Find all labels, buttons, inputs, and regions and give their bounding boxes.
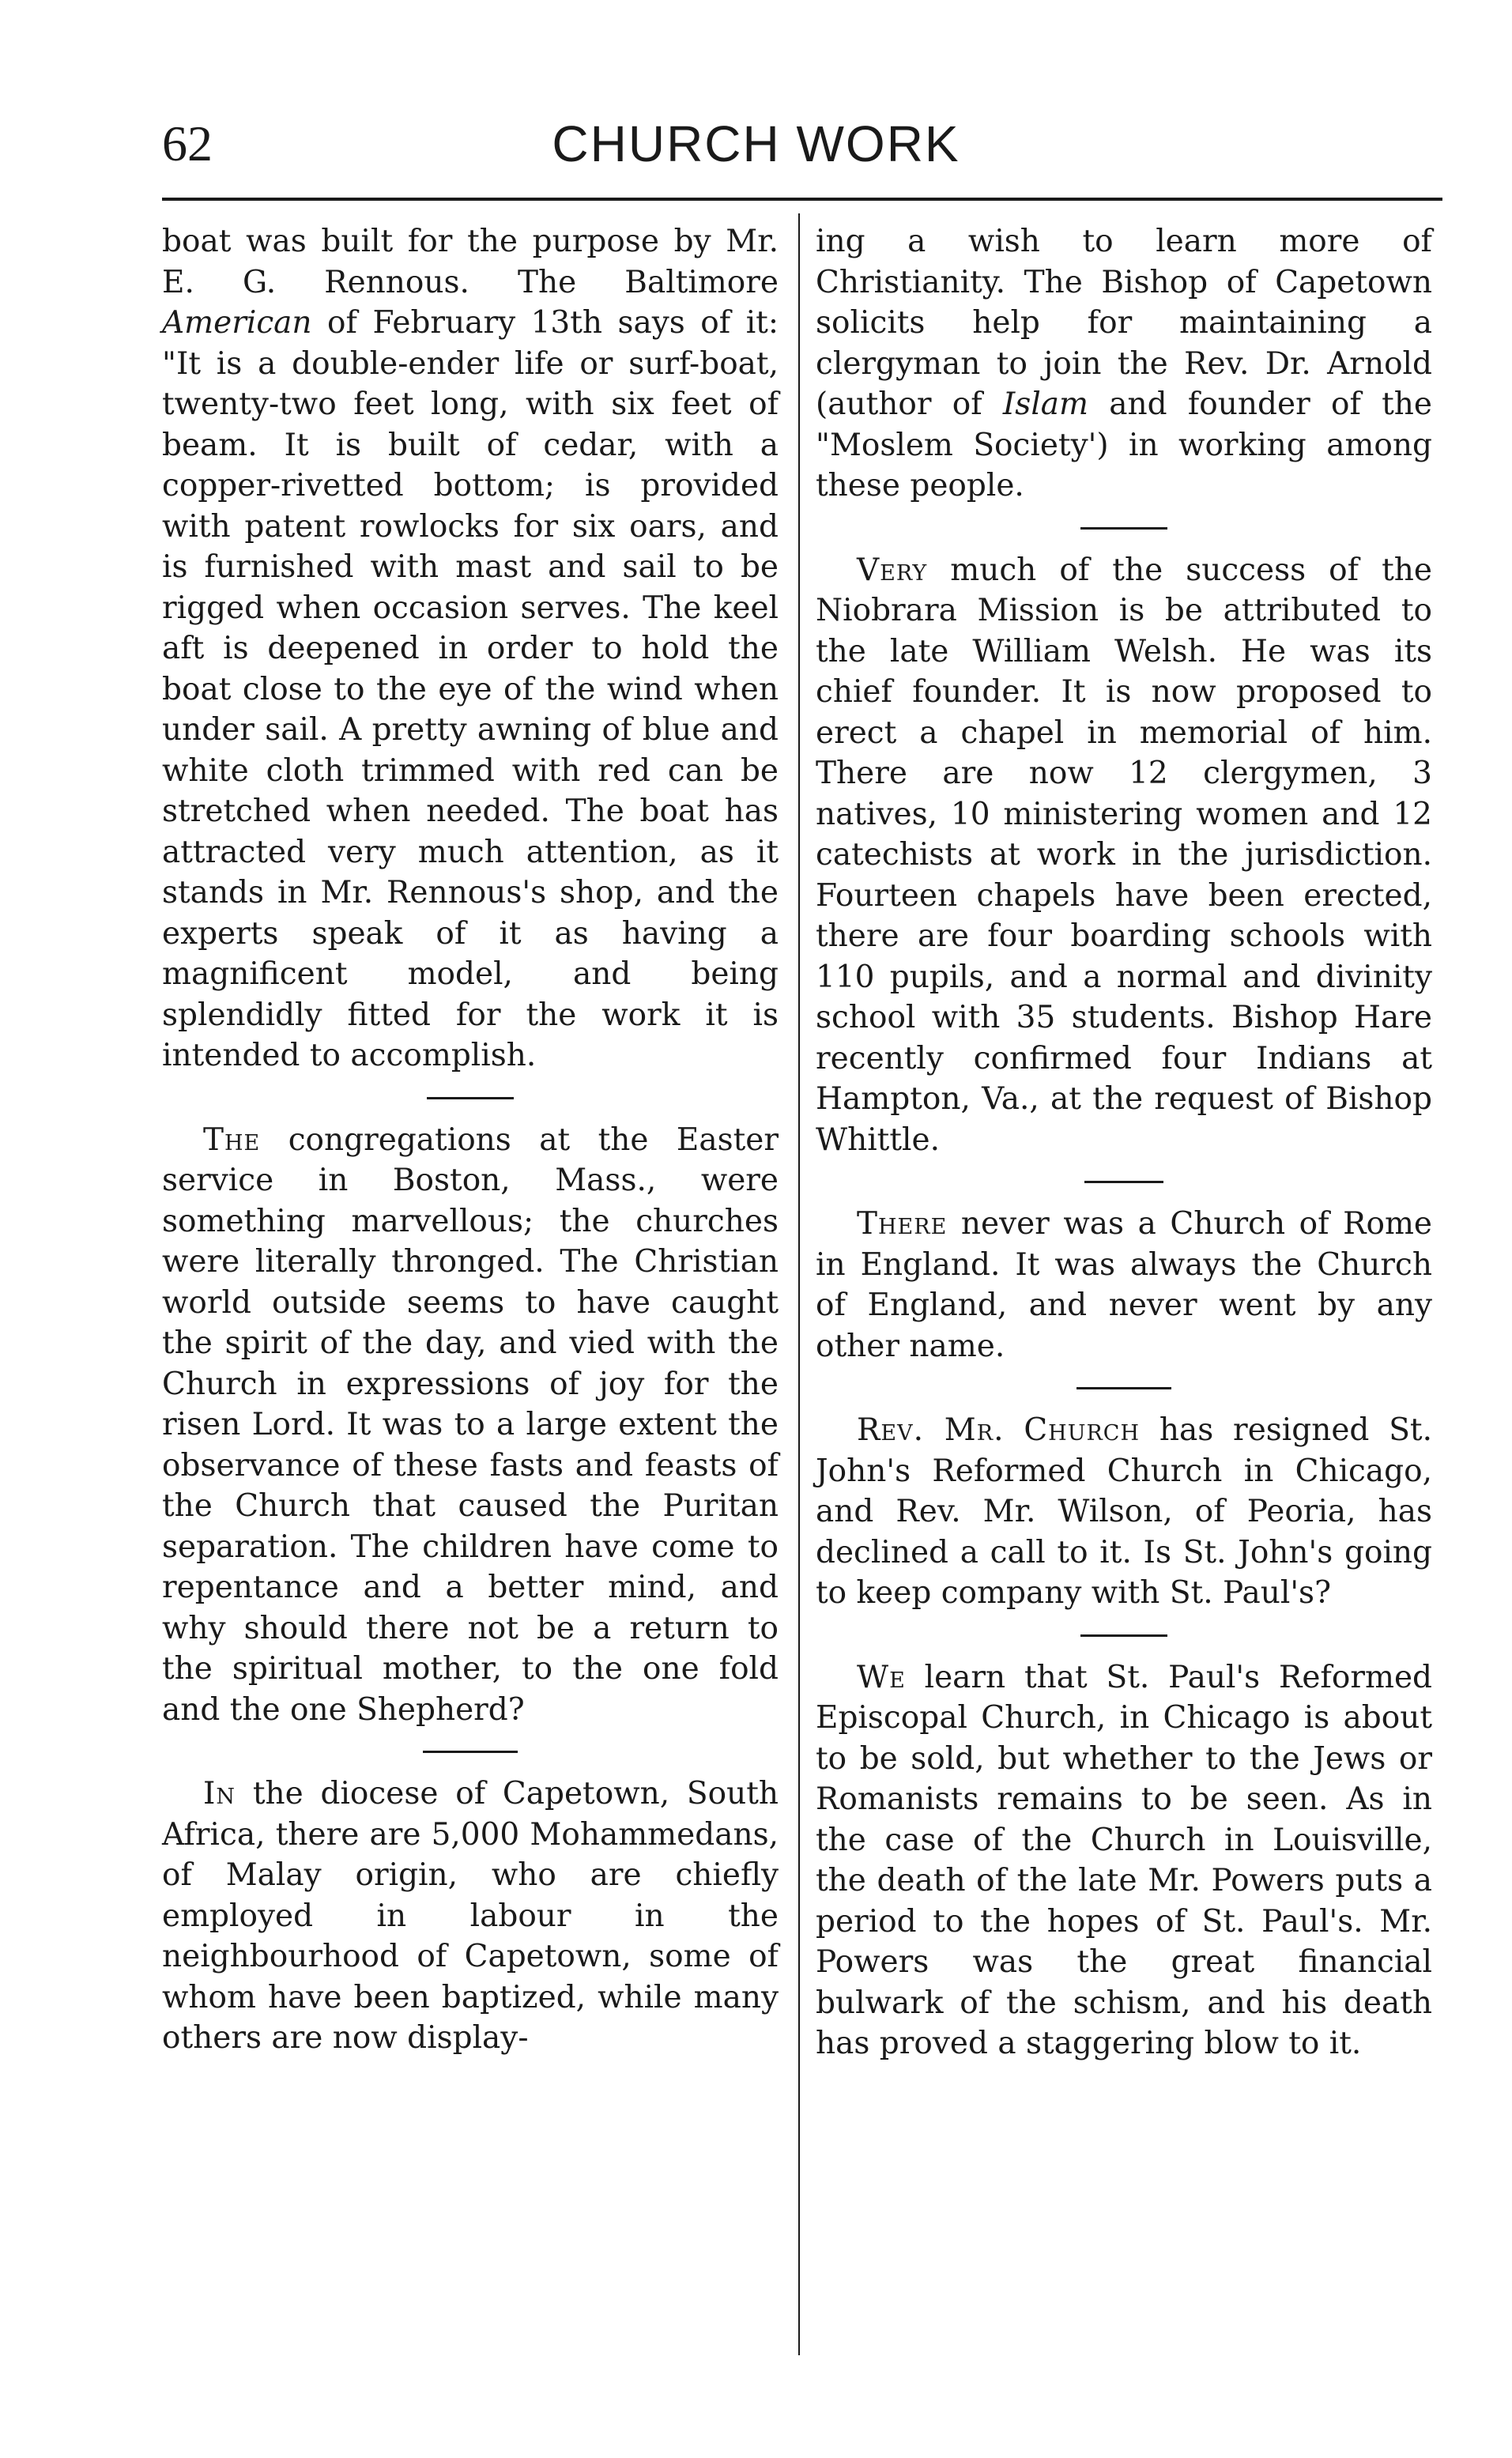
- niobrara-paragraph: [816, 550, 1432, 1161]
- capetown-continued-text: ing a wish to learn more of Christianity. The Bishop of Capetown solicits help for maintaining a clergyman to join the Rev. Dr. Arnold (author of: [816, 224, 1432, 422]
- capetown-lead: In: [203, 1776, 236, 1811]
- easter-text: congregations at the Easter service in Boston, Mass., were something marvellous; the churches were literally thronged. The Christian world outside seems to have caught the spirit of the day, and vied with the Church in expressions of joy for the risen Lord. It was to a large extent the observance of these fasts and feasts of the Church that caused the Puritan separation. The children have come to repentance and a better mind, and why should there not be a return to the spiritual mother, to the one fold and the one Shepherd?: [162, 1122, 779, 1728]
- rome-paragraph: [816, 1204, 1432, 1367]
- capetown-continued-paragraph: [816, 221, 1432, 507]
- st-johns-name: Church: [1024, 1412, 1140, 1448]
- running-head: CHURCH WORK: [552, 115, 960, 172]
- st-johns-lead: Rev. Mr.: [857, 1412, 1005, 1448]
- niobrara-text: much of the success of the Niobrara Mission is be attributed to the late William Welsh. He was its chief founder. It is now proposed to erect a chapel in memorial of him. There are now 12 clergymen, 3 natives, 10 ministering women and 12 catechists at work in the jurisdiction. Fourteen chapels have been erected, there are four boarding schools with 110 pupils, and a normal and divinity school with 35 students. Bishop Hare recently confirmed four Indians at Hampton, Va., at the request of Bishop Whittle.: [816, 552, 1432, 1158]
- right-column: [816, 221, 1432, 2064]
- section-separator: [423, 1751, 518, 1753]
- section-separator: [427, 1097, 514, 1099]
- capetown-paragraph: [162, 1774, 779, 2059]
- boat-text-start: boat was built for the purpose by Mr. E. G. Rennous. The Baltimore: [162, 224, 779, 300]
- header-rule: [162, 198, 1442, 201]
- st-pauls-paragraph: [816, 1657, 1432, 2064]
- column-divider: [798, 213, 800, 2355]
- newspaper-title: American: [162, 305, 312, 341]
- st-johns-paragraph: [816, 1410, 1432, 1614]
- left-column: [162, 221, 779, 2059]
- rome-lead: There: [857, 1206, 948, 1242]
- st-johns-text: has resigned St. John's Reformed Church in Chicago, and Rev. Mr. Wilson, of Peoria, has declined a call to it. Is St. John's going to keep company with St. Paul's?: [816, 1412, 1433, 1611]
- st-pauls-lead: We: [857, 1659, 906, 1695]
- niobrara-lead: Very: [857, 552, 928, 588]
- section-separator: [1084, 1181, 1163, 1183]
- capetown-continued-rest: and founder of the "Moslem Society') in working among these people.: [816, 386, 1432, 503]
- capetown-text: the diocese of Capetown, South Africa, there are 5,000 Mohammedans, of Malay origin, who are chiefly employed in labour in the neighbourhood of Capetown, some of whom have been baptized, while many others are now display-: [162, 1776, 779, 2056]
- book-title: Islam: [1002, 386, 1089, 422]
- st-pauls-text: learn that St. Paul's Reformed Episcopal Church, in Chicago is about to be sold, but whether to the Jews or Romanists remains to be seen. As in the case of the Church in Louisville, the death of the late Mr. Powers puts a period to the hopes of St. Paul's. Mr. Powers was the great financial bulwark of the schism, and his death has proved a staggering blow to it.: [816, 1659, 1432, 2061]
- easter-lead: The: [203, 1122, 261, 1158]
- easter-paragraph: [162, 1120, 779, 1731]
- section-separator: [1080, 1634, 1167, 1637]
- boat-paragraph: [162, 221, 779, 1076]
- boat-text-rest: of February 13th says of it: "It is a double-ender life or surf-boat, twenty-two feet long, with six feet of beam. It is built of cedar, with a copper-rivetted bottom; is provided with patent rowlocks for six oars, and is furnished with mast and sail to be rigged when occasion serves. The keel aft is deepened in order to hold the boat close to the eye of the wind when under sail. A pretty awning of blue and white cloth trimmed with red can be stretched when needed. The boat has attracted very much attention, as it stands in Mr. Rennous's shop, and the experts speak of it as having a magnificent model, and being splendidly fitted for the work it is intended to accomplish.: [162, 305, 779, 1073]
- rome-text: never was a Church of Rome in England. It was always the Church of England, and never went by any other name.: [816, 1206, 1432, 1364]
- section-separator: [1080, 527, 1167, 530]
- page-number: 62: [162, 115, 213, 172]
- section-separator: [1076, 1387, 1171, 1389]
